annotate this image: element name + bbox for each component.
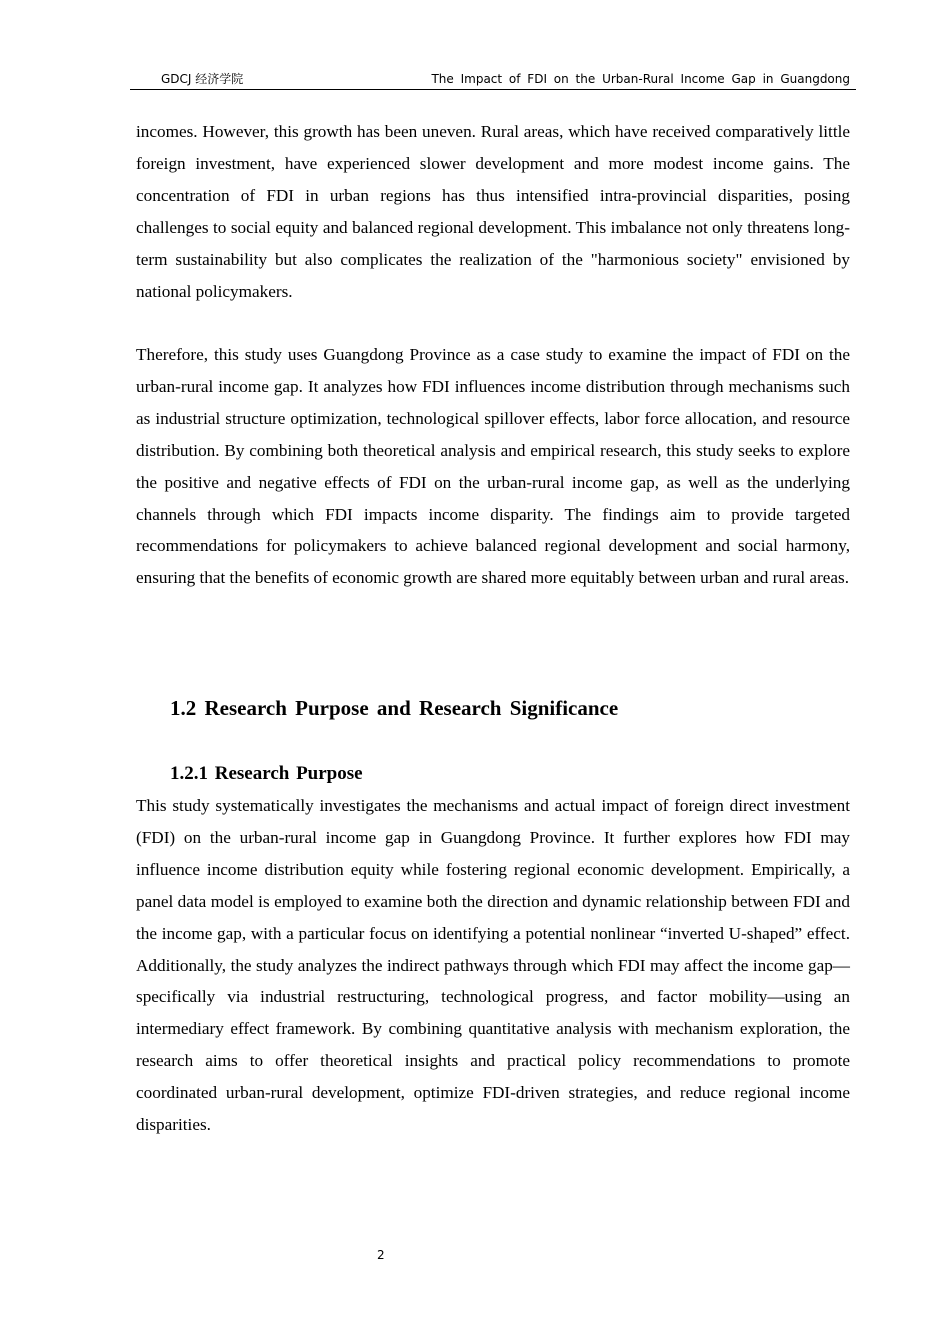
body-paragraph-1: incomes. However, this growth has been uneven. Rural areas, which have received comparatively little foreign investment, have experienced slower development and more modest income gains. The concentration of FDI in urban regions has thus intensified intra-provincial disparities, posing challenges to social equity and balanced regional development. This imbalance not only threatens long-term sustainability but also complicates the realization of the "harmonious society" envisioned by national policymakers. xyxy=(136,122,850,301)
page-number: 2 xyxy=(377,1248,385,1262)
subsection-heading: 1.2.1 Research Purpose xyxy=(170,763,363,784)
body-paragraph-2: Therefore, this study uses Guangdong Province as a case study to examine the impact of FDI on the urban-rural income gap. It analyzes how FDI influences income distribution through mechanisms such as industrial structure optimization, technological spillover effects, labor force allocation, and resource distribution. By combining both theoretical analysis and empirical research, this study seeks to explore the positive and negative effects of FDI on the urban-rural income gap, as well as the underlying channels through which FDI impacts income disparity. The findings aim to provide targeted recommendations for policymakers to achieve balanced regional development and social harmony, ensuring that the benefits of economic growth are shared more equitably between urban and rural areas. xyxy=(136,345,850,588)
body-paragraph-3: This study systematically investigates the mechanisms and actual impact of foreign direct investment (FDI) on the urban-rural income gap in Guangdong Province. It further explores how FDI may influence income distribution equity while fostering regional economic development. Empirically, a panel data model is employed to examine both the direction and dynamic relationship between FDI and the income gap, with a particular focus on identifying a potential nonlinear “inverted U-shaped” effect. Additionally, the study analyzes the indirect pathways through which FDI may affect the income gap—specifically via industrial restructuring, technological progress, and factor mobility—using an intermediary effect framework. By combining quantitative analysis with mechanism exploration, the research aims to offer theoretical insights and practical policy recommendations to promote coordinated urban-rural development, optimize FDI-driven strategies, and reduce regional income disparities. xyxy=(136,796,850,1135)
section-heading: 1.2 Research Purpose and Research Significance xyxy=(170,696,619,720)
running-header xyxy=(130,70,856,90)
header-institution: GDCJ 经济学院 xyxy=(161,72,244,86)
header-document-title: The Impact of FDI on the Urban-Rural Income Gap in Guangdong xyxy=(431,72,850,86)
